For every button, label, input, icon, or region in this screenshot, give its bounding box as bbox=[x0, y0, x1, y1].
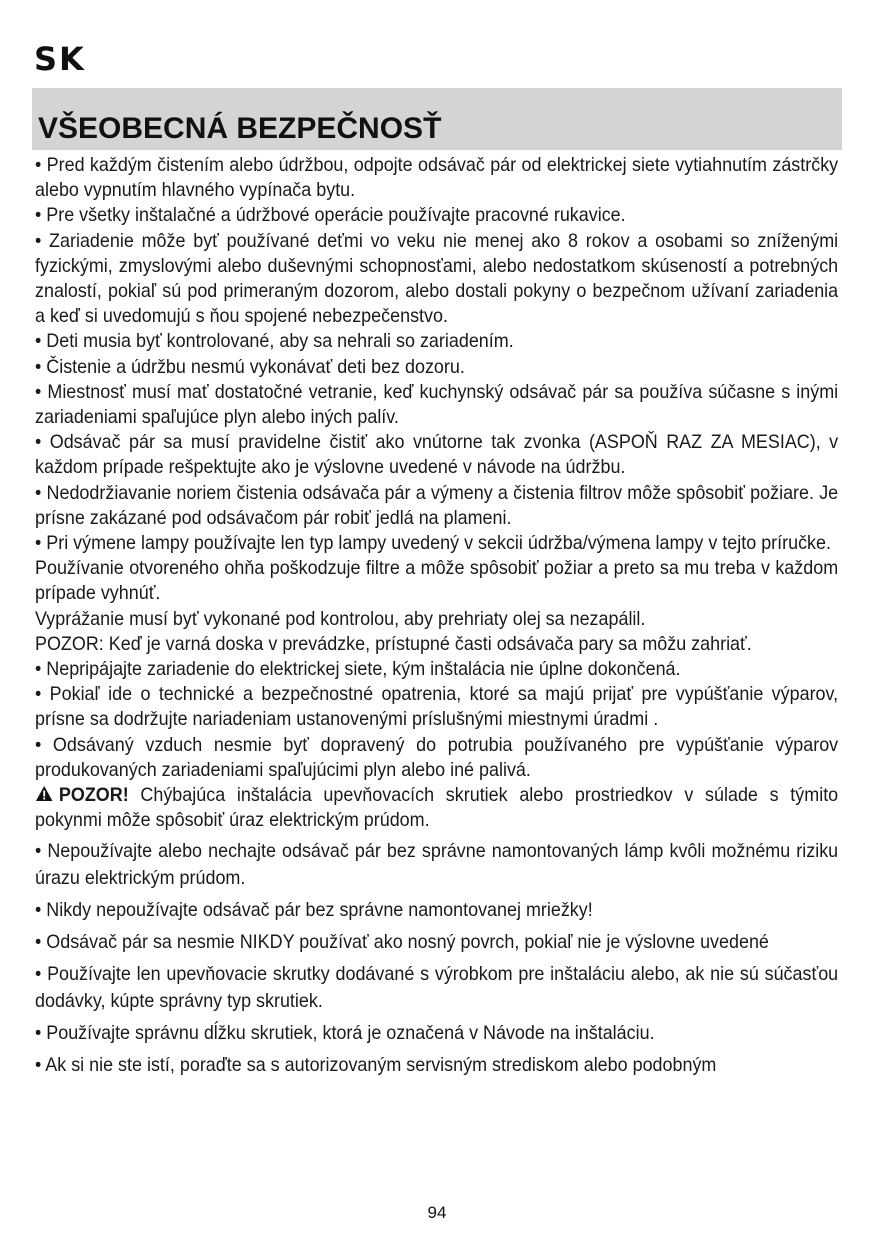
paragraph: • Pre všetky inštalačné a údržbové operácie používajte pracovné rukavice. bbox=[35, 204, 626, 227]
safety-text bbox=[35, 153, 838, 1079]
paragraph: • Miestnosť musí mať dostatočné vetranie, keď kuchynský odsávač pár sa používa súčasne s inými zariadeniami spaľujúce plyn alebo iných palív. bbox=[35, 380, 839, 429]
paragraph: • Pred každým čistením alebo údržbou, odpojte odsávač pár od elektrickej siete vytiahnutím zástrčky alebo vypnutím hlavného vypínača bytu. bbox=[35, 154, 839, 202]
paragraph: • Používajte len upevňovacie skrutky dodávané s výrobkom pre inštaláciu alebo, ak nie sú súčasťou dodávky, kúpte správny typ skrutiek. bbox=[35, 963, 839, 1013]
paragraph: • Pri výmene lampy používajte len typ lampy uvedený v sekcii údržba/výmena lampy v tejto príručke. bbox=[35, 532, 831, 555]
warning-label: POZOR! bbox=[58, 784, 129, 807]
section-title-bar bbox=[32, 88, 842, 150]
paragraph: • Deti musia byť kontrolované, aby sa nehrali so zariadením. bbox=[35, 330, 514, 353]
warning-text: Chýbajúca inštalácia upevňovacích skrutiek alebo prostriedkov v súlade s týmito pokynmi môže spôsobiť úraz elektrickým prúdom. bbox=[35, 784, 839, 832]
paragraph: • Pokiaľ ide o technické a bezpečnostné opatrenia, ktoré sa majú prijať pre vypúšťanie výparov, prísne sa dodržujte nariadeniam ustanovenými príslušnými miestnymi úradmi . bbox=[35, 683, 839, 731]
paragraph: • Nepoužívajte alebo nechajte odsávač pár bez správne namontovaných lámp kvôli možnému riziku úrazu elektrickým prúdom. bbox=[35, 840, 839, 890]
paragraph: POZOR: Keď je varná doska v prevádzke, prístupné časti odsávača pary sa môžu zahriať. bbox=[35, 632, 752, 655]
paragraph: Používanie otvoreného ohňa poškodzuje filtre a môže spôsobiť požiar a preto sa mu treba v každom prípade vyhnúť. bbox=[35, 557, 839, 605]
paragraph: • Odsávač pár sa musí pravidelne čistiť ako vnútorne tak zvonka (ASPOŇ RAZ ZA MESIAC), v každom prípade rešpektujte ako je výslovne uvedené v návode na údržbu. bbox=[35, 431, 839, 479]
paragraph: • Používajte správnu dĺžku skrutiek, ktorá je označená v Návode na inštaláciu. bbox=[35, 1022, 655, 1045]
paragraph: • Odsávaný vzduch nesmie byť dopravený do potrubia používaného pre vypúšťanie výparov produkovaných zariadeniami spaľujúcimi plyn alebo iné palivá. bbox=[35, 733, 839, 781]
paragraph: • Odsávač pár sa nesmie NIKDY používať ako nosný povrch, pokiaľ nie je výslovne uvedené bbox=[35, 931, 769, 954]
paragraph: • Nepripájajte zariadenie do elektrickej siete, kým inštalácia nie úplne dokončená. bbox=[35, 658, 681, 681]
language-code: SK bbox=[34, 40, 86, 78]
section-title: VŠEOBECNÁ BEZPEČNOSŤ bbox=[38, 112, 442, 145]
paragraph: Vyprážanie musí byť vykonané pod kontrolou, aby prehriaty olej sa nezapálil. bbox=[35, 607, 646, 630]
page-number: 94 bbox=[427, 1203, 447, 1222]
paragraph: • Čistenie a údržbu nesmú vykonávať deti bez dozoru. bbox=[35, 355, 465, 378]
warning-paragraph bbox=[35, 783, 838, 833]
paragraph: • Ak si nie ste istí, poraďte sa s autorizovaným servisným strediskom alebo podobným bbox=[35, 1054, 717, 1077]
paragraph: • Zariadenie môže byť používané deťmi vo veku nie menej ako 8 rokov a osobami so zníženými fyzickými, zmyslovými alebo duševnými schopnosťami, alebo nedostatkom skúseností a potrebných znalostí, pokiaľ sú pod primeraným dozorom, alebo dostali pokyny o bezpečnom užívaní zariadenia a keď si uvedomujú s ňou spojené nebezpečenstvo. bbox=[35, 229, 839, 328]
paragraph: • Nikdy nepoužívajte odsávač pár bez správne namontovanej mriežky! bbox=[35, 899, 593, 922]
warning-triangle-icon bbox=[35, 785, 53, 802]
paragraph: • Nedodržiavanie noriem čistenia odsávača pár a výmeny a čistenia filtrov môže spôsobiť požiare. Je prísne zakázané pod odsávačom pár robiť jedlá na plameni. bbox=[35, 481, 839, 529]
